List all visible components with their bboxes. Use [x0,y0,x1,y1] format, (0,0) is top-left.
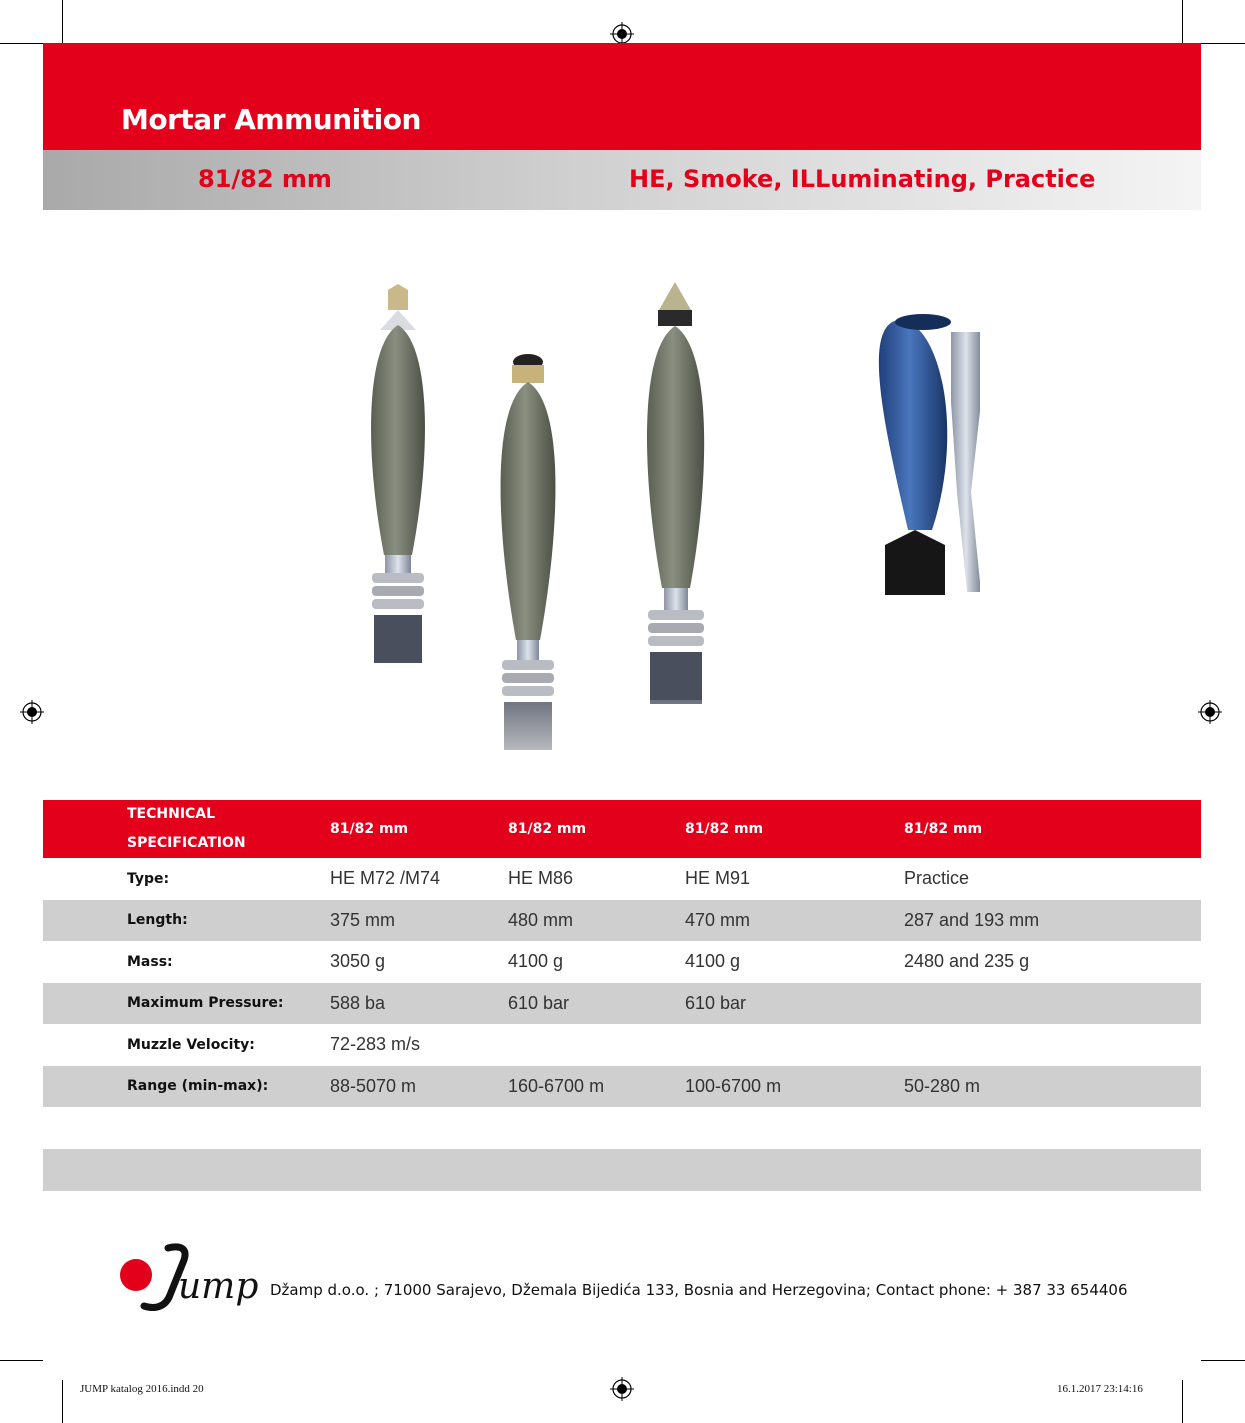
table-cell: HE M91 [685,868,751,889]
table-cell: 610 bar [508,992,570,1013]
table-cell: 100-6700 m [685,1075,782,1096]
row-label: Type: [127,870,170,887]
table-row [43,1024,1201,1066]
row-label: Maximum Pressure: [127,995,284,1012]
row-label: Muzzle Velocity: [127,1036,255,1053]
table-cell: 160-6700 m [508,1075,605,1096]
logo-wordmark: ump [178,1266,258,1307]
page-title: Mortar Ammunition [121,103,421,136]
header-cell: 81/82 mm [508,821,587,837]
table-cell: 4100 g [685,951,741,972]
spec-table-header [43,800,1201,858]
table-footer-bar [43,1149,1201,1191]
table-cell: 375 mm [330,909,396,930]
table-row [43,1066,1201,1108]
table-cell: 480 mm [508,909,574,930]
spec-table [43,800,1201,1191]
table-cell: HE M72 /M74 [330,868,441,889]
registration-mark-icon [610,1377,634,1401]
header-cell: 81/82 mm [904,821,983,837]
registration-mark-icon [20,700,44,724]
table-cell: 4100 g [508,951,564,972]
table-cell: 2480 and 235 g [904,951,1030,972]
header-cell-spec: TECHNICAL SPECIFICATION [127,806,246,851]
caliber-label: 81/82 mm [198,165,332,193]
table-row [43,858,1201,900]
registration-mark-icon [1198,700,1222,724]
table-cell: HE M86 [508,868,574,889]
table-cell: 610 bar [685,992,747,1013]
table-cell: 287 and 193 mm [904,909,1040,930]
file-slug: JUMP katalog 2016.indd 20 [80,1383,204,1395]
footer-contact: Džamp d.o.o. ; 71000 Sarajevo, Džemala Bijedića 133, Bosnia and Herzegovina; Contact phone: + 387 33 654406 [270,1281,1128,1299]
jump-logo [118,1240,258,1315]
table-spacer [43,1107,1201,1149]
table-row [43,983,1201,1025]
table-cell: 3050 g [330,951,386,972]
header-cell: 81/82 mm [685,821,764,837]
table-cell: 588 ba [330,992,386,1013]
row-label: Range (min-max): [127,1078,269,1095]
table-cell: 88-5070 m [330,1075,417,1096]
table-row [43,900,1201,942]
row-label: Length: [127,912,188,929]
print-timestamp: 16.1.2017 23:14:16 [1057,1383,1143,1395]
mortar-rounds-photo [340,270,980,800]
header-cell: 81/82 mm [330,821,409,837]
table-cell: 50-280 m [904,1075,981,1096]
row-label: Mass: [127,953,173,970]
ammo-types-label: HE, Smoke, ILLuminating, Practice [629,165,1096,193]
table-cell: 470 mm [685,909,751,930]
table-row [43,941,1201,983]
table-cell: Practice [904,868,970,889]
table-cell: 72-283 m/s [330,1034,421,1055]
subtitle-bar [43,150,1201,210]
